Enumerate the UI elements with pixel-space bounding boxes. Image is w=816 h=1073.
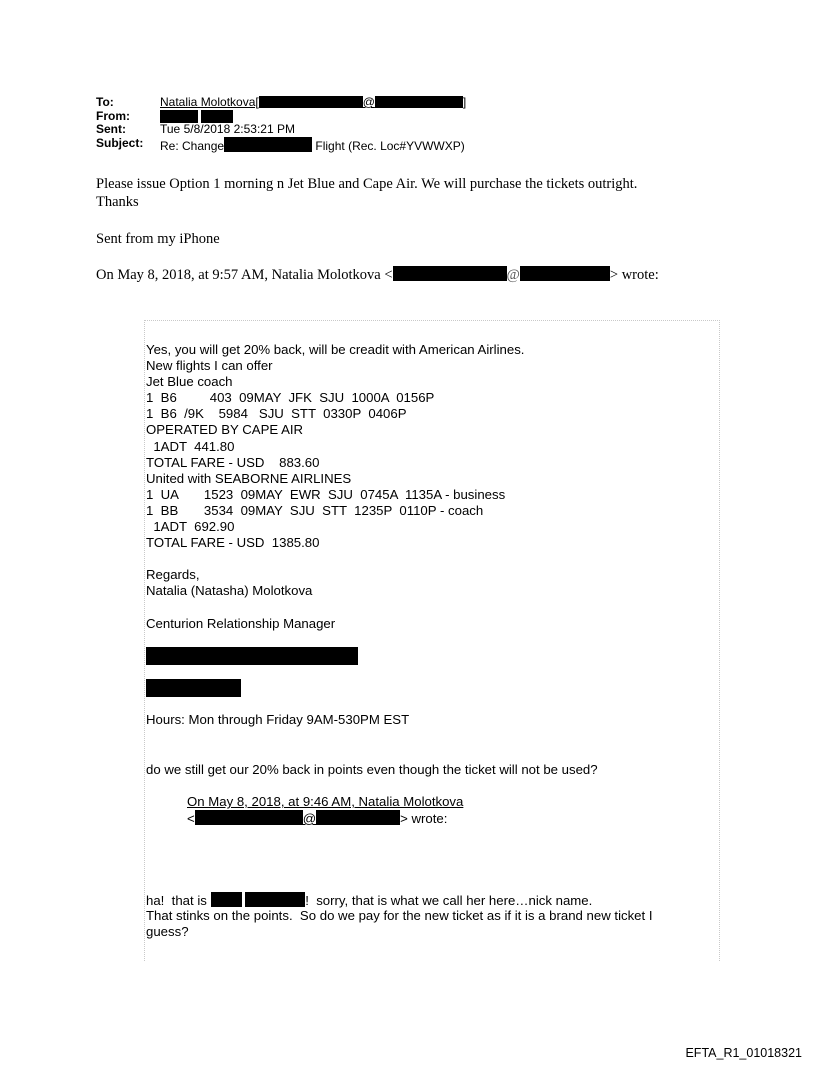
- itinerary-line: 1ADT 692.90: [146, 519, 235, 535]
- subject-value: [160, 137, 465, 154]
- to-close: ]: [462, 95, 467, 109]
- itinerary-line: OPERATED BY CAPE AIR: [146, 422, 304, 438]
- redaction-box: [195, 810, 303, 825]
- quote-intro-a: On May 8, 2018, at 9:57 AM, Natalia Molotkova <: [96, 267, 393, 283]
- ha-line: [146, 892, 592, 909]
- quote-intro: [96, 266, 659, 285]
- redaction-box: [201, 110, 233, 123]
- inner-wrote: > wrote:: [400, 811, 448, 826]
- inner-lt: <: [187, 811, 195, 826]
- inner-quote-intro: On May 8, 2018, at 9:46 AM, Natalia Molotkova: [187, 794, 464, 809]
- redaction-box: [520, 266, 610, 281]
- message-line-1: Please issue Option 1 morning n Jet Blue and Cape Air. We will purchase the tickets outright.: [96, 176, 638, 192]
- itinerary-block: [146, 342, 524, 551]
- itinerary-line: Yes, you will get 20% back, will be creadit with American Airlines.: [146, 342, 525, 357]
- inner-quote-address: [187, 810, 447, 827]
- itinerary-line: TOTAL FARE - USD 1385.80: [146, 535, 320, 551]
- subject-prefix: Re: Change: [160, 138, 225, 153]
- itinerary-line: 1ADT 441.80: [146, 438, 235, 454]
- itinerary-line: Jet Blue coach: [146, 374, 233, 390]
- message-line-2: Thanks: [96, 194, 139, 210]
- office-hours: Hours: Mon through Friday 9AM-530PM EST: [146, 712, 410, 727]
- redaction-box: [375, 96, 463, 108]
- quote-intro-b: > wrote:: [609, 267, 659, 283]
- redaction-box: [146, 679, 241, 697]
- to-name: Natalia Molotkova[: [160, 95, 259, 109]
- to-label: To:: [96, 95, 114, 109]
- redaction-box: [245, 892, 305, 907]
- ha-text-b: ! sorry, that is what we call her here…nick name.: [305, 893, 593, 908]
- inner-at: @: [302, 811, 317, 826]
- to-value: [160, 96, 466, 110]
- redaction-box: [211, 892, 242, 907]
- to-at: @: [362, 95, 375, 109]
- regards-line: Regards,: [146, 567, 200, 582]
- itinerary-line: TOTAL FARE - USD 883.60: [146, 454, 320, 470]
- signer-title: Centurion Relationship Manager: [146, 616, 336, 631]
- redaction-box: [224, 137, 312, 152]
- itinerary-line: 1 BB 3534 09MAY SJU STT 1235P 0110P - coach: [146, 502, 484, 518]
- from-label: From:: [96, 108, 130, 123]
- itinerary-line: 1 B6 403 09MAY JFK SJU 1000A 0156P: [146, 390, 435, 406]
- redaction-box: [146, 647, 358, 665]
- redaction-box: [393, 266, 507, 281]
- guess-line: guess?: [146, 924, 189, 939]
- subject-suffix: Flight (Rec. Loc#YVWWXP): [315, 138, 465, 153]
- sent-label: Sent:: [96, 122, 126, 136]
- sent-value: Tue 5/8/2018 2:53:21 PM: [160, 122, 295, 136]
- itinerary-line: New flights I can offer: [146, 358, 273, 374]
- quote-intro-at: @: [506, 267, 520, 283]
- document-id: EFTA_R1_01018321: [685, 1046, 802, 1060]
- redaction-box: [259, 96, 363, 108]
- redaction-box: [160, 110, 198, 123]
- stinks-line: That stinks on the points. So do we pay for the new ticket as if it is a brand new ticket I: [146, 908, 653, 923]
- message-signature: Sent from my iPhone: [96, 231, 220, 247]
- points-question: do we still get our 20% back in points even though the ticket will not be used?: [146, 762, 598, 777]
- itinerary-line: 1 UA 1523 09MAY EWR SJU 0745A 1135A - business: [146, 486, 506, 502]
- itinerary-line: 1 B6 /9K 5984 SJU STT 0330P 0406P: [146, 406, 407, 422]
- signer-name: Natalia (Natasha) Molotkova: [146, 583, 313, 598]
- redaction-box: [316, 810, 400, 825]
- itinerary-line: United with SEABORNE AIRLINES: [146, 470, 352, 486]
- subject-label: Subject:: [96, 135, 144, 150]
- ha-text-a: ha! that is: [146, 893, 207, 908]
